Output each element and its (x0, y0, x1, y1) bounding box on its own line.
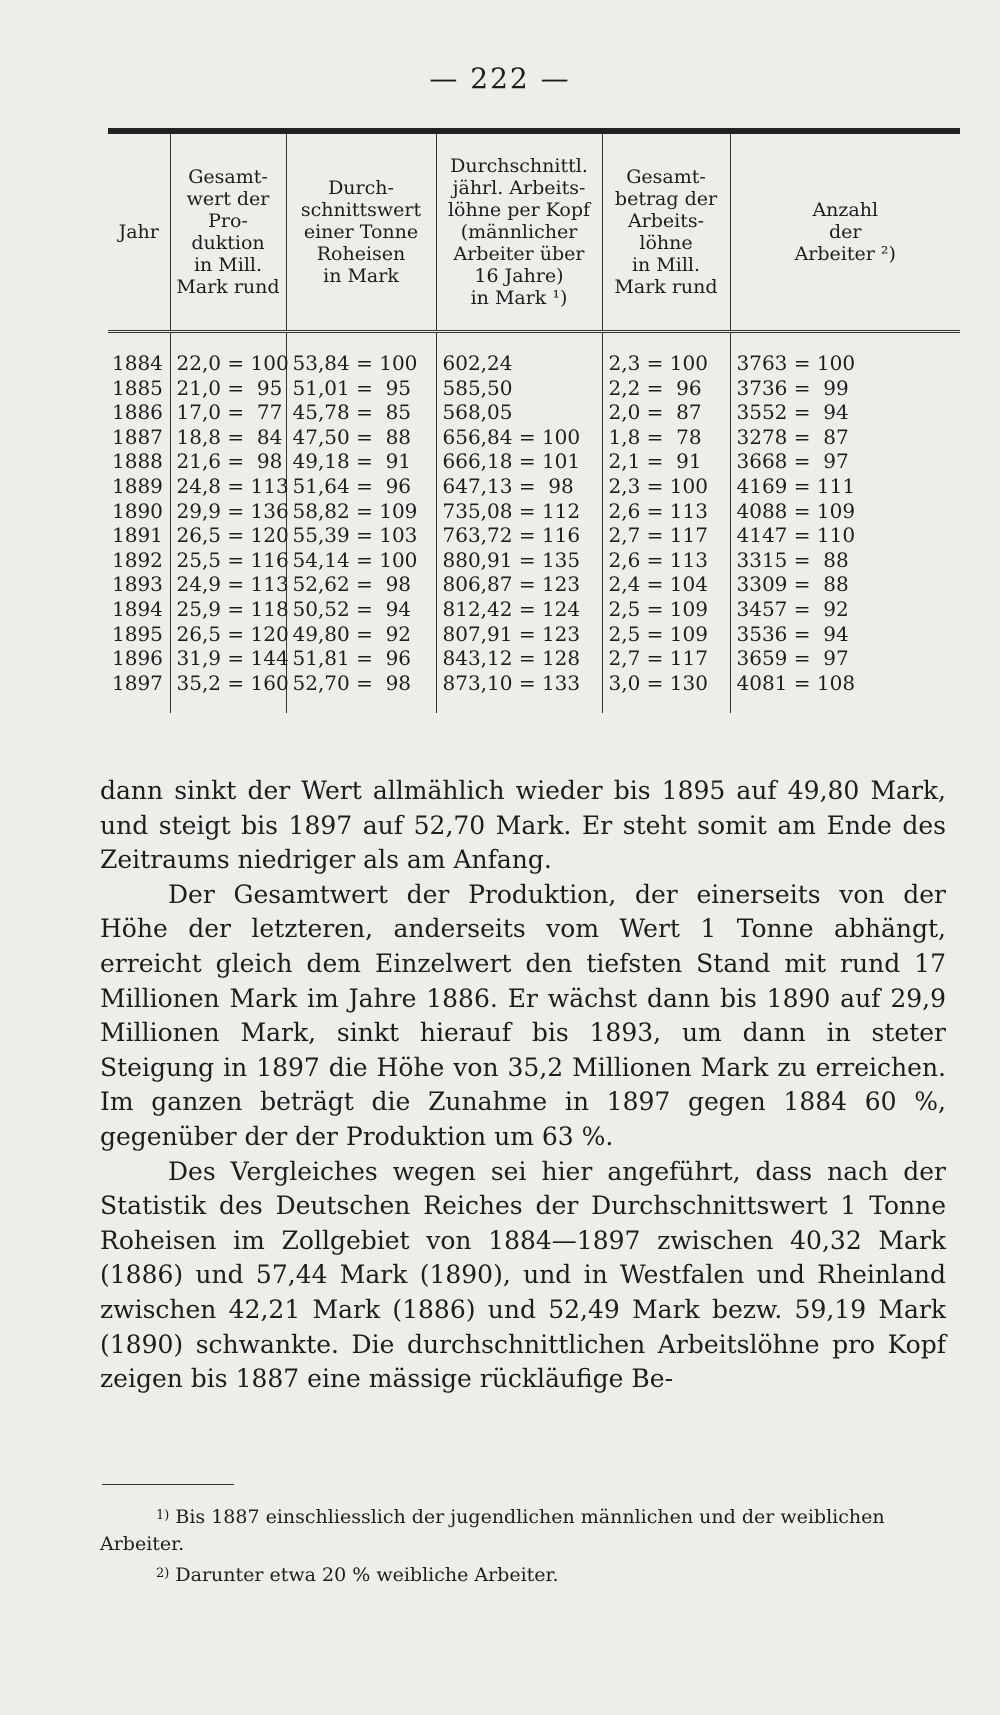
table-cell: 24,9 = 113 (176, 572, 289, 597)
table-cell: 53,84 = 100 (292, 351, 418, 375)
table-cell: 25,5 = 116 (176, 547, 289, 572)
footnote-mark: 1) (156, 1508, 170, 1523)
table-cell: 49,18 = 91 (292, 449, 412, 474)
avg-wage-column (436, 332, 602, 714)
footnote-divider (102, 1484, 234, 1485)
table-cell: 17,0 = 77 (176, 400, 283, 425)
header-avg-annual-wage: Durchschnittl. jährl. Arbeits- löhne per Kopf (männlicher Arbeiter über 16 Jahre) in Mark ¹) (436, 131, 602, 332)
table-cell: 26,5 = 120 (176, 523, 289, 548)
table-cell: 2,4 = 104 (608, 572, 708, 597)
table-cell: 3278 = 87 (736, 424, 849, 449)
table-cell: 812,42 = 124 (442, 596, 581, 621)
paragraph: Der Gesamtwert der Produktion, der einerseits von der Höhe der letzteren, anderseits vom Wert 1 Tonne abhängt, erreicht gleich dem Einzelwert den tiefsten Stand mit rund 17 Millionen Mark im Jahre 1886. Er wächst dann bis 1890 auf 29,9 Millionen Mark, sinkt hierauf bis 1893, um dann in steter Steigung in 1897 die Höhe von 35,2 Millionen Mark zu erreichen. Im ganzen beträgt die Zunahme in 1897 gegen 1884 60 %, gegenüber der der Produktion um 63 %. (100, 879, 946, 1151)
table-cell: 24,8 = 113 (176, 473, 289, 498)
table-cell: 18,8 = 84 (176, 424, 283, 449)
table-cell: 31,9 = 144 (176, 646, 289, 671)
table-cell: 3736 = 99 (736, 375, 849, 400)
table-cell: 806,87 = 123 (442, 572, 581, 597)
table-cell: 51,01 = 95 (292, 375, 412, 400)
footnotes (100, 1504, 946, 1589)
table-cell: 22,0 = 100 (176, 351, 289, 375)
header-total-wages: Gesamt- betrag der Arbeits- löhne in Mill. Mark rund (602, 131, 730, 332)
table-cell: 1888 (112, 449, 163, 474)
table-cell: 4081 = 108 (736, 670, 856, 695)
table-row (108, 332, 960, 714)
table-cell: 3659 = 97 (736, 646, 849, 671)
table-cell: 568,05 (442, 400, 513, 425)
footnote-1 (100, 1504, 946, 1558)
table-cell: 50,52 = 94 (292, 596, 412, 621)
table-cell: 1891 (112, 523, 163, 548)
table-cell: 45,78 = 85 (292, 400, 412, 425)
table-cell: 666,18 = 101 (442, 449, 581, 474)
table-cell: 26,5 = 120 (176, 621, 289, 646)
production-value-column (170, 332, 289, 714)
table-cell: 1890 (112, 498, 163, 523)
table-cell: 1885 (112, 375, 163, 400)
table-cell: 35,2 = 160 (176, 670, 289, 695)
header-year: Jahr (108, 131, 170, 332)
table-cell: 2,3 = 100 (608, 351, 708, 375)
header-worker-count: Anzahl der Arbeiter ²) (730, 131, 960, 332)
footnote-2 (100, 1562, 946, 1589)
table-cell: 763,72 = 116 (442, 523, 581, 548)
table-cell: 1,8 = 78 (608, 424, 702, 449)
table-cell: 54,14 = 100 (292, 547, 418, 572)
table-cell: 1895 (112, 621, 163, 646)
table-cell: 4088 = 109 (736, 498, 856, 523)
statistics-table (108, 128, 960, 713)
worker-count-column (730, 332, 960, 714)
table-cell: 585,50 (442, 375, 513, 400)
table-cell: 807,91 = 123 (442, 621, 581, 646)
table-cell: 1884 (112, 351, 163, 375)
total-wages-column (602, 332, 730, 714)
table-cell: 1892 (112, 547, 163, 572)
table-cell: 52,70 = 98 (292, 670, 412, 695)
table-cell: 25,9 = 118 (176, 596, 289, 621)
table-cell: 3315 = 88 (736, 547, 849, 572)
table-cell: 4147 = 110 (736, 523, 856, 548)
table-cell: 2,5 = 109 (608, 621, 708, 646)
footnote-mark: 2) (156, 1566, 170, 1581)
table-cell: 29,9 = 136 (176, 498, 289, 523)
table-cell: 735,08 = 112 (442, 498, 581, 523)
table-cell: 3763 = 100 (736, 351, 856, 375)
table-cell: 2,7 = 117 (608, 523, 708, 548)
table-cell: 47,50 = 88 (292, 424, 412, 449)
table-cell: 873,10 = 133 (442, 670, 581, 695)
table-header-row (108, 131, 960, 332)
table-cell: 2,7 = 117 (608, 646, 708, 671)
table-cell: 1886 (112, 400, 163, 425)
avg-price-column (286, 332, 436, 714)
table-cell: 52,62 = 98 (292, 572, 412, 597)
table-cell: 4169 = 111 (736, 473, 856, 498)
paragraph: dann sinkt der Wert allmählich wieder bis 1895 auf 49,80 Mark, und steigt bis 1897 auf 52,70 Mark. Er steht somit am Ende des Zeitraums niedriger als am Anfang. (100, 776, 946, 875)
footnote-text: Bis 1887 einschliesslich der jugendlichen männlichen und der weiblichen Arbeiter. (100, 1506, 885, 1555)
year-column (108, 332, 170, 714)
table-cell: 3552 = 94 (736, 400, 849, 425)
table-cell: 21,6 = 98 (176, 449, 283, 474)
header-avg-price-per-ton: Durch- schnittswert einer Tonne Roheisen in Mark (286, 131, 436, 332)
table-cell: 49,80 = 92 (292, 621, 412, 646)
table-cell: 647,13 = 98 (442, 473, 574, 498)
header-production-value: Gesamt- wert der Pro- duktion in Mill. Mark rund (170, 131, 286, 332)
table-cell: 1889 (112, 473, 163, 498)
table-cell: 1894 (112, 596, 163, 621)
table-cell: 1896 (112, 646, 163, 671)
table-cell: 3536 = 94 (736, 621, 849, 646)
table-cell: 1897 (112, 670, 163, 695)
table-cell: 1887 (112, 424, 163, 449)
table-cell: 656,84 = 100 (442, 424, 581, 449)
table-cell: 3309 = 88 (736, 572, 849, 597)
table-cell: 2,3 = 100 (608, 473, 708, 498)
table-cell: 2,0 = 87 (608, 400, 702, 425)
table-cell: 55,39 = 103 (292, 523, 418, 548)
table-cell: 3,0 = 130 (608, 670, 708, 695)
paragraph: Des Vergleiches wegen sei hier angeführt, dass nach der Statistik des Deutschen Reiches der Durchschnittswert 1 Tonne Roheisen im Zollgebiet von 1884—1897 zwischen 40,32 Mark (1886) und 57,44 Mark (1890), und in Westfalen und Rheinland zwischen 42,21 Mark (1886) und 52,49 Mark bezw. 59,19 Mark (1890) schwankte. Die durchschnittlichen Arbeitslöhne pro Kopf zeigen bis 1887 eine mässige rückläufige Be- (100, 1156, 946, 1394)
table-cell: 602,24 (442, 351, 513, 375)
table-cell: 2,5 = 109 (608, 596, 708, 621)
body-text (100, 774, 946, 1397)
table-cell: 2,6 = 113 (608, 498, 708, 523)
table-cell: 1893 (112, 572, 163, 597)
table-cell: 2,1 = 91 (608, 449, 702, 474)
table-cell: 2,2 = 96 (608, 375, 702, 400)
table-cell: 2,6 = 113 (608, 547, 708, 572)
table-cell: 3457 = 92 (736, 596, 849, 621)
page-number: — 222 — (429, 62, 571, 95)
table-cell: 3668 = 97 (736, 449, 849, 474)
table-cell: 58,82 = 109 (292, 498, 418, 523)
table-cell: 880,91 = 135 (442, 547, 581, 572)
table-cell: 51,64 = 96 (292, 473, 412, 498)
table-cell: 843,12 = 128 (442, 646, 581, 671)
footnote-text: Darunter etwa 20 % weibliche Arbeiter. (169, 1564, 559, 1586)
table-cell: 51,81 = 96 (292, 646, 412, 671)
table-cell: 21,0 = 95 (176, 375, 283, 400)
